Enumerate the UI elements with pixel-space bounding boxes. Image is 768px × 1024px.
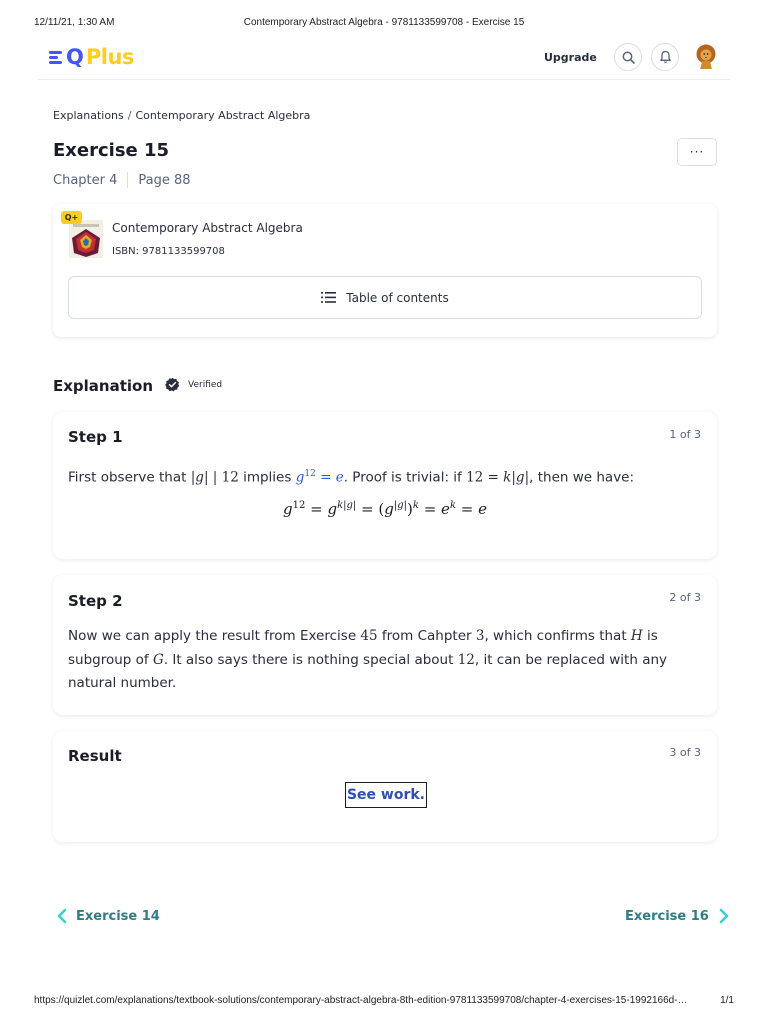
step-card-2 (53, 575, 717, 715)
upgrade-link[interactable]: Upgrade (544, 51, 597, 64)
verified-check-icon (165, 377, 180, 392)
book-title[interactable]: Contemporary Abstract Algebra (112, 221, 303, 235)
step-count: 3 of 3 (669, 746, 701, 759)
step-card-1 (53, 412, 717, 559)
previous-exercise-link[interactable] (56, 908, 160, 924)
search-icon (622, 51, 635, 64)
breadcrumb-separator: / (127, 109, 132, 122)
print-document-title: Contemporary Abstract Algebra - 9781133599708 - Exercise 15 (243, 17, 525, 28)
print-header (34, 17, 734, 31)
textbook-card (53, 204, 717, 337)
step-title: Step 1 (68, 428, 123, 446)
table-of-contents-button[interactable] (68, 276, 702, 319)
chevron-right-icon (718, 908, 730, 924)
breadcrumb-explanations[interactable]: Explanations (53, 109, 124, 122)
chevron-left-icon (56, 908, 68, 924)
logo-plus-text: Plus (85, 45, 134, 69)
page-title: Exercise 15 (53, 140, 170, 161)
print-footer (34, 995, 734, 1009)
result-title: Result (68, 747, 122, 765)
page-label: Page 88 (138, 172, 191, 188)
lion-avatar-icon[interactable] (692, 42, 720, 70)
step-body: First observe that |g| | 12 implies $g^{12} = e$. Proof is trivial: if 12 = k|g|, then we have: (68, 469, 635, 486)
step-count: 2 of 3 (669, 591, 701, 604)
breadcrumb-book[interactable]: Contemporary Abstract Algebra (135, 109, 311, 122)
exercise-meta (53, 172, 191, 188)
next-exercise-label: Exercise 16 (625, 908, 709, 924)
step-title: Step 2 (68, 592, 123, 610)
see-work-button[interactable]: See work. (345, 782, 427, 808)
result-card (53, 731, 717, 842)
meta-divider (127, 172, 128, 188)
logo-mark-icon (49, 51, 63, 64)
step-1-equation: $g^{12} = g^{k|g|} = (g^{|g|})^k = e^k = e$ (283, 500, 487, 518)
more-options-button[interactable]: ··· (677, 138, 717, 166)
print-page-number: 1/1 (720, 995, 734, 1006)
next-exercise-link[interactable] (625, 908, 730, 924)
notifications-button[interactable] (651, 43, 679, 71)
step-body: Now we can apply the result from Exercise 45 from Cahpter 3, which confirms that H is subgroup of G. It also says there is nothing special about 12, it can be replaced with any natural number. (68, 628, 668, 691)
verified-badge (165, 377, 222, 392)
verified-label: Verified (188, 379, 223, 390)
top-navigation-bar (38, 37, 730, 80)
print-datetime: 12/11/21, 1:30 AM (34, 17, 115, 28)
qplus-badge: Q+ (61, 211, 82, 224)
previous-exercise-label: Exercise 14 (76, 908, 160, 924)
step-count: 1 of 3 (669, 428, 701, 441)
chapter-label: Chapter 4 (53, 172, 118, 188)
print-url: https://quizlet.com/explanations/textbook-solutions/contemporary-abstract-algebra-8th-edition-9781133599708/chapter-4-exercises-15-1992166d-… (34, 995, 688, 1006)
quizlet-plus-logo[interactable] (49, 45, 134, 69)
breadcrumb (53, 109, 310, 122)
bell-icon (659, 50, 672, 64)
table-of-contents-label: Table of contents (346, 290, 449, 305)
book-isbn: ISBN: 9781133599708 (112, 246, 225, 257)
explanation-heading: Explanation (53, 377, 154, 395)
list-icon (321, 292, 336, 303)
search-button[interactable] (614, 43, 642, 71)
logo-q-letter: Q (66, 45, 83, 69)
book-cover-image[interactable] (69, 220, 103, 258)
